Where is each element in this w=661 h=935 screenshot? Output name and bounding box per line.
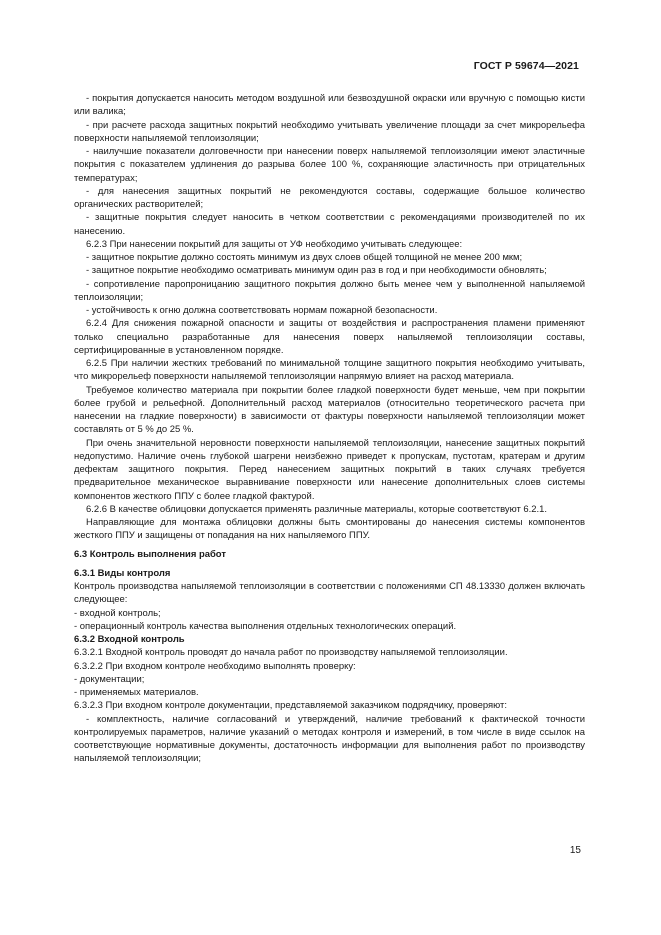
list-item: - комплектность, наличие согласований и утверждений, наличие требований к фактической точности контролируемых параметров, наличие указаний о методах контроля и измерений, в том числе в виде ссылок на соответствующие нормативные документы, достаточность информации для выполнения работ по производству напыляемой теплоизоляции;	[74, 713, 585, 765]
paragraph: - защитные покрытия следует наносить в четком соответствии с рекомендациями производителей по их нанесению.	[74, 212, 585, 237]
paragraph: - сопротивление паропроницанию защитного покрытия должно быть менее чем у выполненной напыляемой теплоизоляции;	[74, 278, 585, 303]
paragraph: Контроль производства напыляемой теплоизоляции в соответствии с положениями СП 48.13330 должен включать следующее:	[74, 581, 585, 606]
paragraph: 6.2.6 В качестве облицовки допускается применять различные материалы, которые соответствуют 6.2.1.	[86, 503, 548, 515]
paragraph: 6.3.2.2 При входном контроле необходимо выполнять проверку:	[74, 660, 356, 672]
paragraph: 6.2.4 Для снижения пожарной опасности и защиты от воздействия и распространения пламени применяют только специально разработанные для нанесения поверх напыляемой теплоизоляции составы, сертифицированные в установленном порядке.	[74, 318, 585, 356]
paragraph: 6.2.5 При наличии жестких требований по минимальной толщине защитного покрытия необходимо учитывать, что микрорельеф поверхности напыляемой теплоизоляции напрямую влияет на расход материала.	[74, 358, 585, 383]
document-body	[74, 92, 585, 766]
list-item: - применяемых материалов.	[74, 687, 199, 698]
document-code: ГОСТ Р 59674—2021	[473, 60, 579, 72]
paragraph: 6.3.2.1 Входной контроль проводят до начала работ по производству напыляемой теплоизоляции.	[74, 647, 508, 659]
paragraph: - для нанесения защитных покрытий не рекомендуются составы, содержащие большое количество органических растворителей;	[74, 185, 585, 210]
paragraph: Направляющие для монтажа облицовки должны быть смонтированы до нанесения системы компонентов жесткого ППУ и защищены от попадания на них напыляемого ППУ.	[74, 517, 585, 542]
page-number: 15	[569, 845, 581, 856]
paragraph: - покрытия допускается наносить методом воздушной или безвоздушной окраски или вручную с помощью кисти или валика;	[74, 93, 585, 118]
paragraph: 6.2.3 При нанесении покрытий для защиты от УФ необходимо учитывать следующее:	[86, 238, 463, 250]
paragraph: - защитное покрытие необходимо осматривать минимум один раз в год и при необходимости обновлять;	[86, 265, 547, 277]
list-item: - входной контроль;	[74, 607, 161, 619]
list-item: - операционный контроль качества выполнения отдельных технологических операций.	[74, 620, 457, 632]
paragraph: - устойчивость к огню должна соответствовать нормам пожарной безопасности.	[86, 305, 438, 316]
list-item: - документации;	[74, 673, 145, 685]
paragraph: При очень значительной неровности поверхности напыляемой теплоизоляции, нанесение защитных покрытий недопустимо. Наличие очень глубокой шагрени неизбежно приведет к пропускам, пустотам, кратерам и другим дефектам защитного покрытия. Перед нанесением защитных покрытий в таких случаях требуется предварительное механическое выравнивание поверхности или нанесение дополнительных слоев системы компонентов жесткого ППУ с более гладкой фактурой.	[74, 437, 585, 502]
paragraph: - наилучшие показатели долговечности при нанесении поверх напыляемой теплоизоляции имеют эластичные покрытия с показателем удлинения до разрыва более 100 %, сохраняющие эластичность при отрицательных температурах;	[74, 146, 585, 184]
paragraph: Требуемое количество материала при покрытии более гладкой поверхности будет меньше, чем при покрытии более грубой и рельефной. Дополнительный расход материалов (относительно теоретического расчета при нанесении на гладкие поверхности) в зависимости от фактуры поверхности напыляемой теплоизоляции может составлять от 5 % до 25 %.	[74, 384, 585, 436]
subsection-title: 6.3.1 Виды контроля	[74, 567, 171, 579]
paragraph: 6.3.2.3 При входном контроле документации, представляемой заказчиком подрядчику, проверяют:	[74, 700, 507, 712]
paragraph: - при расчете расхода защитных покрытий необходимо учитывать увеличение площади за счет микрорельефа поверхности напыляемой теплоизоляции;	[74, 119, 585, 144]
paragraph: - защитное покрытие должно состоять минимум из двух слоев общей толщиной не менее 200 мкм;	[86, 252, 523, 263]
section-title: 6.3 Контроль выполнения работ	[74, 548, 226, 560]
subsection-title: 6.3.2 Входной контроль	[74, 634, 185, 645]
